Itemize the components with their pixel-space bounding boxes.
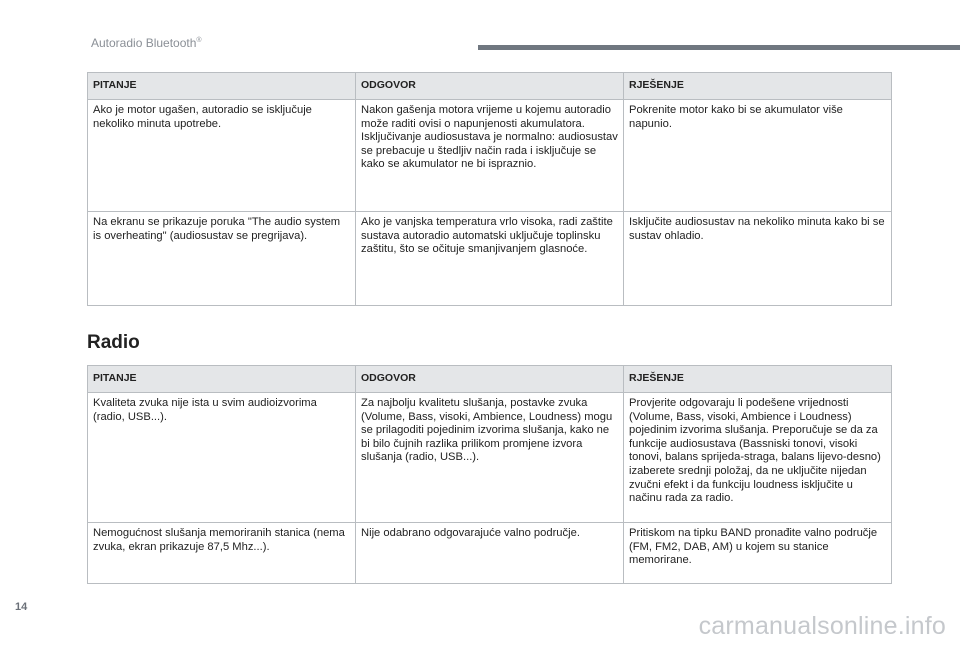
troubleshooting-table-general [87,72,892,306]
cell-solution: Pritiskom na tipku BAND pronađite valno područje (FM, FM2, DAB, AM) u kojem su stanice memorirane. [624,523,892,584]
column-header-question: PITANJE [88,73,356,100]
column-header-answer: ODGOVOR [356,73,624,100]
cell-solution: Provjerite odgovaraju li podešene vrijednosti (Volume, Bass, visoki, Ambience i Loudness) pojedinim izvorima slušanja. Preporučuje se da za funkcije audiosustava (Bassniski tonovi, visoki tonovi, balans sprijeda-straga, balans lijevo-desno) izaberete srednji položaj, da ne uključite nijedan zvučni efekt i da funkciju loudness isključite u načinu rada za radio. [624,393,892,523]
registered-mark: ® [196,37,202,44]
cell-answer: Ako je vanjska temperatura vrlo visoka, radi zaštite sustava autoradio automatski uključuje toplinsku zaštitu, što se očituje smanjivanjem glasnoće. [356,212,624,306]
section-title-radio: Radio [87,332,140,353]
page-number: 14 [15,601,28,613]
table-row [88,100,892,212]
cell-solution: Isključite audiosustav na nekoliko minuta kako bi se sustav ohladio. [624,212,892,306]
table-row [88,523,892,584]
cell-question: Kvaliteta zvuka nije ista u svim audioizvorima (radio, USB...). [88,393,356,523]
table-row [88,393,892,523]
column-header-solution: RJEŠENJE [624,73,892,100]
watermark-link[interactable]: carmanualsonline.info [698,612,946,640]
cell-question: Ako je motor ugašen, autoradio se isključuje nekoliko minuta upotrebe. [88,100,356,212]
cell-answer: Nakon gašenja motora vrijeme u kojemu autoradio može raditi ovisi o napunjenosti akumulatora. Isključivanje audiosustava je normalno: audiosustav se prebacuje u štedljiv način rada i isključuje se kako se akumulator ne bi ispraznio. [356,100,624,212]
document-header-title [91,36,202,50]
header-title-text: Autoradio Bluetooth [91,36,197,50]
cell-answer: Za najbolju kvalitetu slušanja, postavke zvuka (Volume, Bass, visoki, Ambience, Loudness) mogu se prilagoditi pojedinim izvorima slušanja, kako ne bi bilo čujnih razlika prilikom promjene izvora slušanja (radio, USB...). [356,393,624,523]
cell-question: Nemogućnost slušanja memoriranih stanica (nema zvuka, ekran prikazuje 87,5 Mhz...). [88,523,356,584]
header-accent-bar [478,45,960,50]
cell-solution: Pokrenite motor kako bi se akumulator više napunio. [624,100,892,212]
column-header-question: PITANJE [88,366,356,393]
column-header-solution: RJEŠENJE [624,366,892,393]
cell-answer: Nije odabrano odgovarajuće valno područje. [356,523,624,584]
table-row [88,212,892,306]
table-header-row [88,366,892,393]
troubleshooting-table-radio [87,365,892,584]
table-header-row [88,73,892,100]
column-header-answer: ODGOVOR [356,366,624,393]
cell-question: Na ekranu se prikazuje poruka "The audio system is overheating" (audiosustav se pregrijava). [88,212,356,306]
